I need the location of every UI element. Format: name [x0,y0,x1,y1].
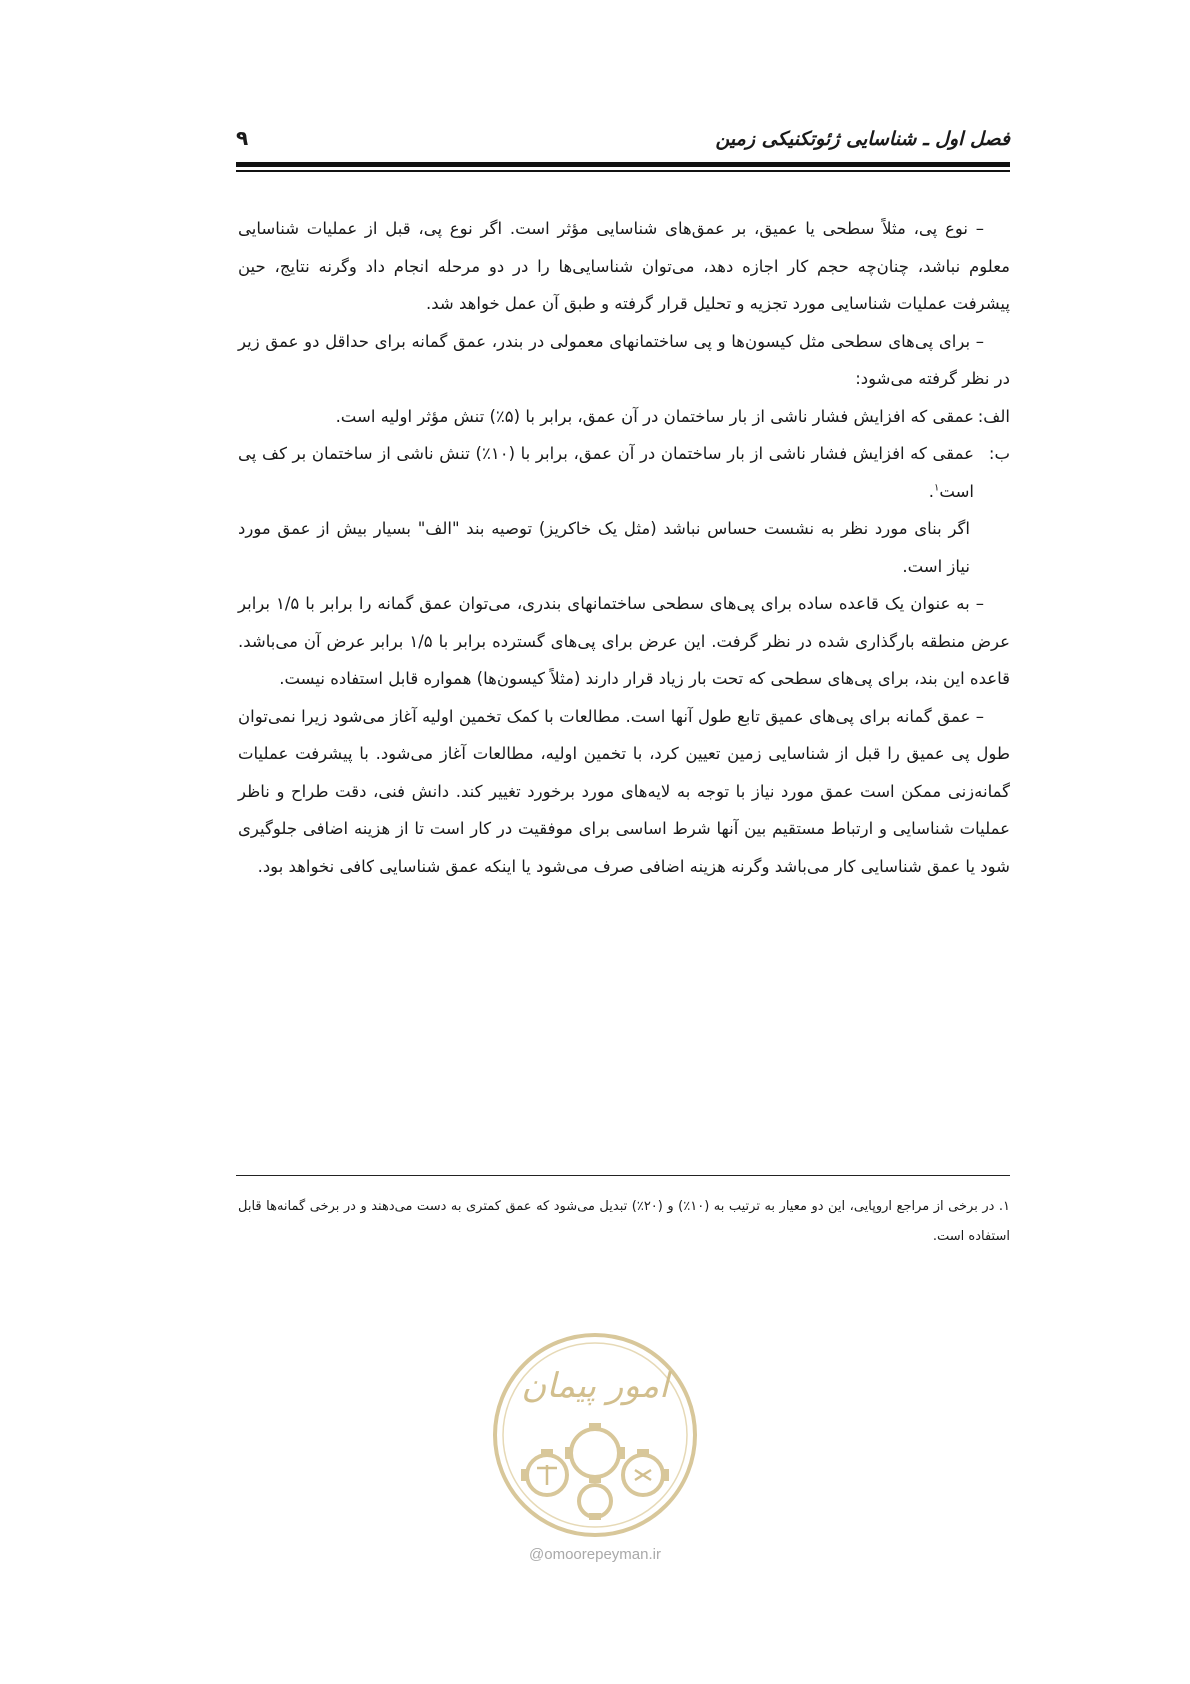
criterion-a-label: الف: [977,406,1010,426]
footnote: ۱. در برخی از مراجع اروپایی، این دو معیار به ترتیب به (۱۰٪) و (۲۰٪) تبدیل می‌شود که عمق کمتری به دست می‌دهند و در برخی گمانه‌ها قابل استفاده است. [238,1199,1011,1244]
paragraph-foundation-type: – نوع پی، مثلاً سطحی یا عمیق، بر عمق‌های شناسایی مؤثر است. اگر نوع پی، قبل از عملیات شناسایی معلوم نباشد، چنان‌چه حجم کار اجازه دهد، می‌توان شناسایی‌ها را در دو مرحله انجام داد وگرنه نتایج، حین پیشرفت عملیات شناسایی مورد تجزیه و تحلیل قرار گرفته و طبق آن عمل خواهد شد. [238,219,1010,313]
watermark-logo [485,1325,705,1545]
watermark-caption: @omoorepeyman.ir [529,1546,661,1563]
criterion-b-end: . [928,481,934,501]
footnote-reference[interactable]: ۱ [934,482,940,493]
criterion-a [238,398,1010,436]
header-rule-thick [236,162,1010,167]
criterion-b-label: ب: [988,444,1010,463]
criterion-b-body [238,435,974,510]
paragraph-deep-foundations: – عمق گمانه برای پی‌های عمیق تابع طول آنها است. مطالعات با کمک تخمین اولیه آغاز می‌شود زیرا نمی‌توان طول پی عمیق را قبل از شناسایی زمین تعیین کرد، با تخمین اولیه، مطالعات آغاز می‌شود. با پیشرفت عملیات گمانه‌زنی ممکن است عمق مورد نیاز با توجه به لایه‌های مورد برخورد تغییر کند. دانش فنی، دقت طراح و ناظر عملیات شناسایی و ارتباط مستقیم بین آنها شرط اساسی برای موفقیت در کار است تا از هزینه اضافی جلوگیری شود یا عمق شناسایی کار می‌باشد وگرنه هزینه اضافی صرف می‌شود یا اینکه عمق شناسایی کافی نخواهد بود. [238,706,1010,876]
paragraph-simple-rule: – به عنوان یک قاعده ساده برای پی‌های سطحی ساختمانهای بندری، می‌توان عمق گمانه را برابر با ۱/۵ برابر عرض منطقه بارگذاری شده در نظر گرفت. این عرض برای پی‌های گسترده برابر با ۱/۵ برابر عرض آن می‌باشد. قاعده این بند، برای پی‌های سطحی که تحت بار زیاد قرار دارند (مثلاً کیسون‌ها) همواره قابل استفاده نیست. [238,594,1010,688]
body-text [238,210,1010,885]
page-number: ۹ [236,126,249,150]
criterion-a-text: عمقی که افزایش فشار ناشی از بار ساختمان در آن عمق، برابر با (۵٪) تنش مؤثر اولیه است. [335,406,974,426]
running-title: فصل اول ـ شناسایی ژئوتکنیکی زمین [715,128,1010,150]
header-rule-thin [236,170,1010,172]
paragraph-shallow-foundations: – برای پی‌های سطحی مثل کیسون‌ها و پی ساختمانهای معمولی در بندر، عمق گمانه برای حداقل دو عمق زیر در نظر گرفته می‌شود: [238,331,1010,388]
criterion-b-text: عمقی که افزایش فشار ناشی از بار ساختمان در آن عمق، برابر با (۱۰٪) تنش ناشی از ساختمان بر کف پی است [238,444,975,501]
footnote-rule [236,1175,1010,1176]
svg-text:امور پیمان: امور پیمان [521,1366,669,1406]
paragraph-settlement-note: اگر بنای مورد نظر به نشست حساس نباشد (مثل یک خاکریز) توصیه بند "الف" بسیار بیش از عمق مورد نیاز است. [238,519,970,576]
criterion-b [238,435,1010,510]
